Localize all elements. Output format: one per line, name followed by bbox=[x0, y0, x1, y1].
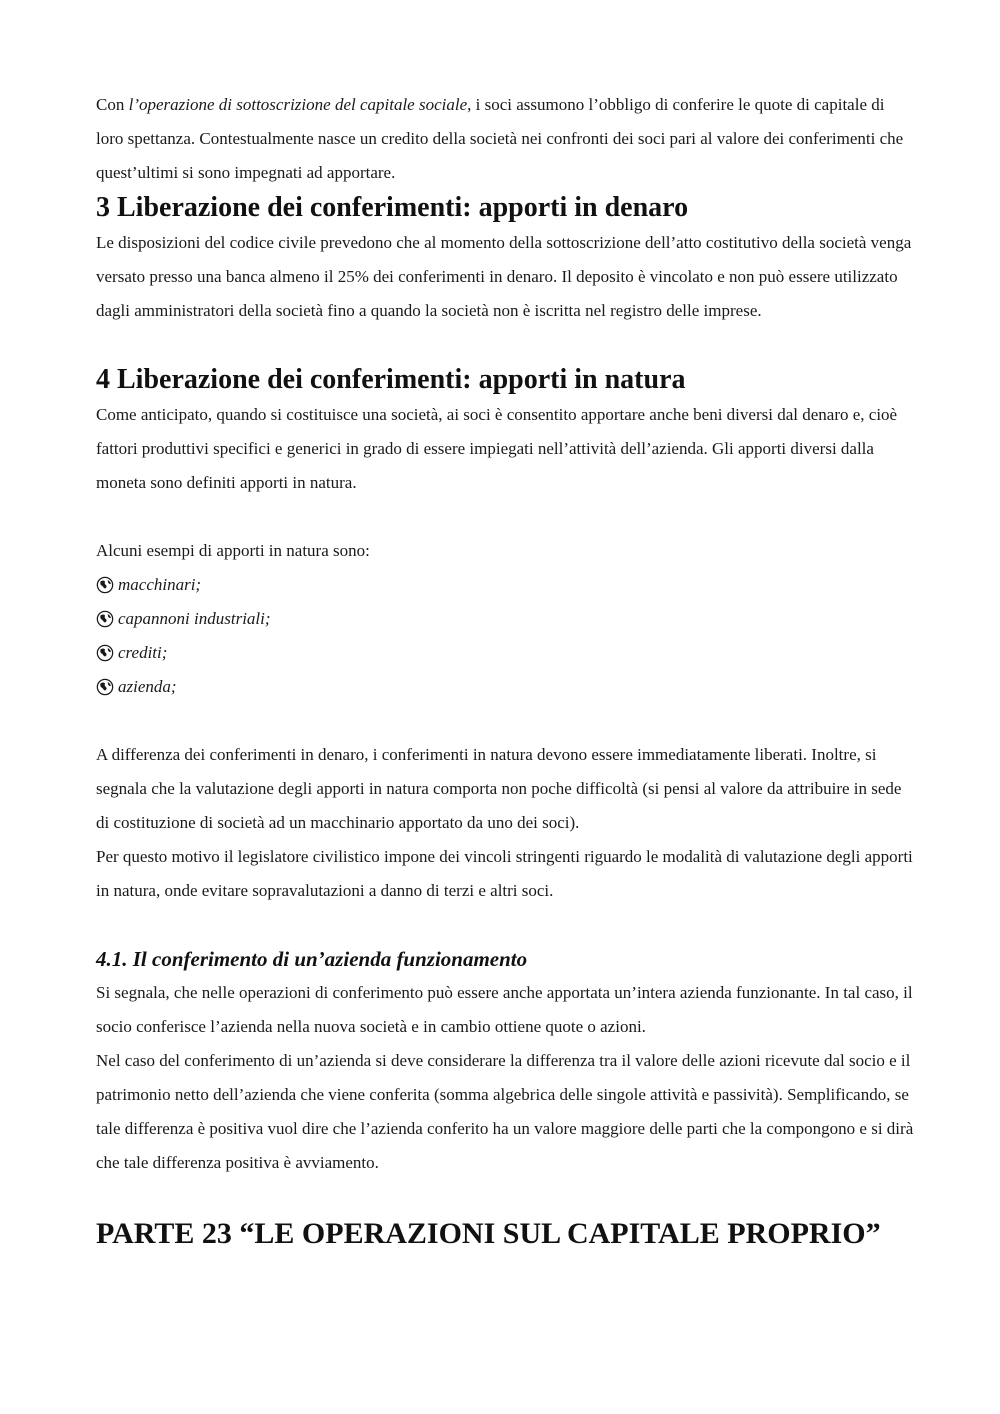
section-4-paragraph-2: A differenza dei conferimenti in denaro, i conferimenti in natura devono essere immediatamente liberati. Inoltre, si segnala che la valutazione degli apporti in natura comporta non poche difficoltà (si pensi al valore da attribuire in sede di costituzione di società ad un macchinario apportato da uno dei soci). bbox=[96, 745, 902, 832]
globe-icon bbox=[96, 644, 114, 662]
list-item bbox=[96, 602, 916, 636]
section-3-heading: 3 Liberazione dei conferimenti: apporti in denaro bbox=[96, 192, 689, 223]
list-item bbox=[96, 568, 916, 602]
list-item-label: capannoni industriali; bbox=[118, 609, 271, 628]
section-4-paragraph-3: Per questo motivo il legislatore civilistico impone dei vincoli stringenti riguardo le modalità di valutazione degli apporti in natura, onde evitare sopravalutazioni a danno di terzi e altri soci. bbox=[96, 847, 913, 900]
section-4-1-paragraph-1: Si segnala, che nelle operazioni di conferimento può essere anche apportata un’intera azienda funzionante. In tal caso, il socio conferisce l’azienda nella nuova società e in cambio ottiene quote o azioni. bbox=[96, 983, 913, 1036]
section-4-1-heading: 4.1. Il conferimento di un’azienda funzionamento bbox=[96, 947, 528, 971]
section-4-heading: 4 Liberazione dei conferimenti: apporti in natura bbox=[96, 364, 686, 395]
section-3-paragraph: Le disposizioni del codice civile prevedono che al momento della sottoscrizione dell’atto costitutivo della società venga versato presso una banca almeno il 25% dei conferimenti in denaro. Il deposito è vincolato e non può essere utilizzato dagli amministratori della società fino a quando la società non è iscritta nel registro delle imprese. bbox=[96, 233, 912, 320]
section-4-paragraph-1: Come anticipato, quando si costituisce una società, ai soci è consentito apportare anche beni diversi dal denaro e, cioè fattori produttivi specifici e generici in grado di essere impiegati nell’attività dell’azienda. Gli apporti diversi dalla moneta sono definiti apporti in natura. bbox=[96, 405, 898, 492]
intro-paragraph bbox=[96, 88, 916, 190]
section-4-list-intro: Alcuni esempi di apporti in natura sono: bbox=[96, 541, 370, 560]
list-item-label: crediti; bbox=[118, 643, 168, 662]
intro-emphasis: l’operazione di sottoscrizione del capitale sociale bbox=[128, 95, 468, 114]
section-4-1-paragraph-2: Nel caso del conferimento di un’azienda si deve considerare la differenza tra il valore delle azioni ricevute dal socio e il patrimonio netto dell’azienda che viene conferita (somma algebrica delle singole attività e passività). Semplificando, se tale differenza è positiva vuol dire che l’azienda conferito ha un valore maggiore delle parti che la compongono e si dirà che tale differenza positiva è avviamento. bbox=[96, 1051, 914, 1172]
list-item-label: macchinari; bbox=[118, 575, 202, 594]
intro-lead: Con bbox=[96, 95, 129, 114]
part-heading: PARTE 23 “LE OPERAZIONI SUL CAPITALE PROPRIO” bbox=[96, 1217, 881, 1250]
globe-icon bbox=[96, 678, 114, 696]
list-item-label: azienda; bbox=[118, 677, 177, 696]
globe-icon bbox=[96, 576, 114, 594]
document-page bbox=[96, 88, 916, 1254]
apporti-list bbox=[96, 568, 916, 704]
list-item bbox=[96, 636, 916, 670]
globe-icon bbox=[96, 610, 114, 628]
intro-rest: , i soci assumono l’obbligo di conferire le quote di capitale di loro spettanza. Contestualmente nasce un credito della società nei confronti dei soci pari al valore dei conferimenti che quest’ultimi si sono impegnati ad apportare. bbox=[96, 95, 904, 182]
list-item bbox=[96, 670, 916, 704]
